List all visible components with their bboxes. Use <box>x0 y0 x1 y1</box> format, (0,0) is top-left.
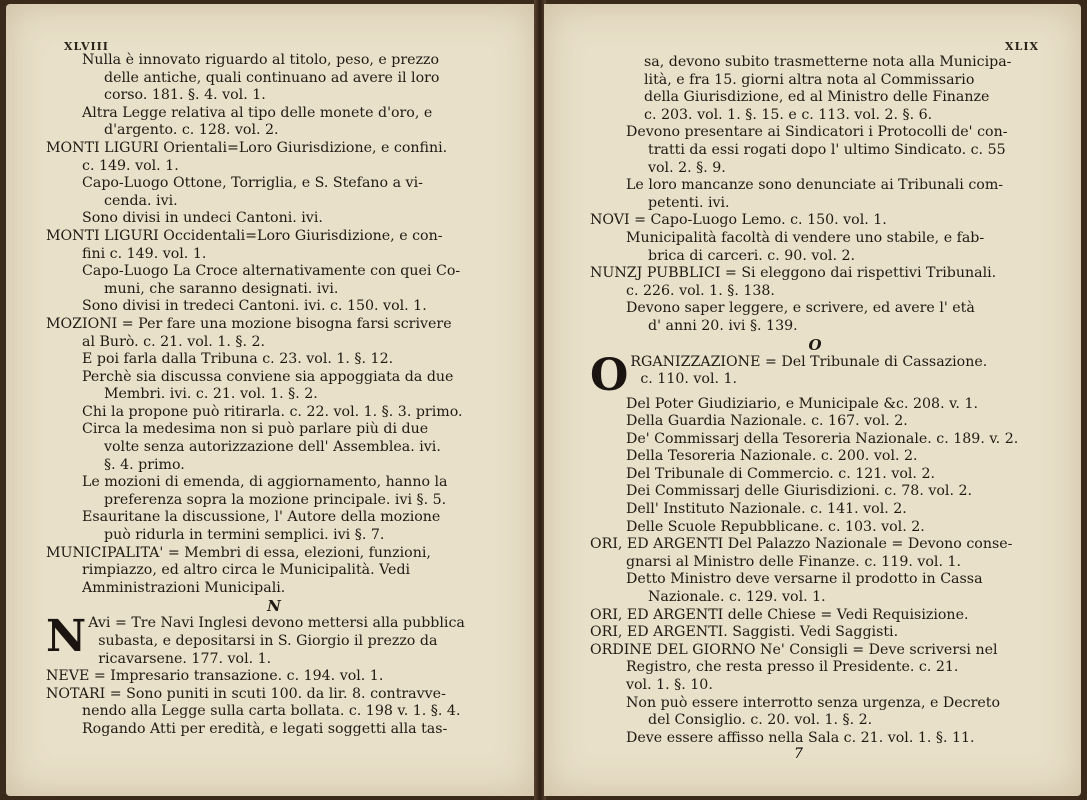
index-entry-line: corso. 181. §. 4. vol. 1. <box>104 87 266 104</box>
index-entry-line: §. 4. primo. <box>104 456 185 473</box>
index-entry-line: lità, e fra 15. giorni altra nota al Commissario <box>644 71 975 88</box>
section-letter: N <box>267 597 281 616</box>
section-letter: O <box>808 335 822 354</box>
index-entry-line: cenda. ivi. <box>104 192 178 209</box>
index-entry-line: Della Tesoreria Nazionale. c. 200. vol. 2. <box>626 448 918 465</box>
drop-cap-initial: O <box>590 349 629 401</box>
index-entry-line: vol. 1. §. 10. <box>626 677 713 693</box>
index-entry-line: Dell' Instituto Nazionale. c. 141. vol. 2. <box>626 501 907 518</box>
index-headword-line: NOTARI = Sono puniti in scuti 100. da lir. 8. contravve- <box>46 685 446 702</box>
index-entry-line: subasta, e depositarsi in S. Giorgio il prezzo da <box>98 633 438 649</box>
drop-cap-entry <box>46 611 502 668</box>
index-entry-line: petenti. ivi. <box>648 194 730 211</box>
index-entry-line: c. 203. vol. 1. §. 15. e c. 113. vol. 2. §. 6. <box>644 106 933 123</box>
index-entry-line: ricavarsene. 177. vol. 1. <box>98 650 272 667</box>
index-entry-line: Rogando Atti per eredità, e legati soggetti alla tas- <box>82 720 448 737</box>
index-entry-line: d'argento. c. 128. vol. 2. <box>104 122 279 139</box>
index-entry-line: nendo alla Legge sulla carta bollata. c. 198 v. 1. §. 4. <box>82 703 461 720</box>
index-entry-line: Capo-Luogo La Croce alternativamente con quei Co- <box>82 263 461 280</box>
index-entry-line: c. 149. vol. 1. <box>82 157 179 174</box>
index-entry-line: Dei Commissarj delle Giurisdizioni. c. 78. vol. 2. <box>626 483 972 500</box>
index-headword-line: ORI, ED ARGENTI delle Chiese = Vedi Requisizione. <box>590 606 969 623</box>
index-entry-line: Registro, che resta presso il Presidente. c. 21. <box>626 659 959 676</box>
index-entry-line: Devono saper leggere, e scrivere, ed avere l' età <box>626 300 975 317</box>
index-entry-line: Circa la medesima non si può parlare più di due <box>82 421 429 438</box>
index-entry-line: Del Poter Giudiziario, e Municipale &c. 208. v. 1. <box>626 395 978 412</box>
index-entry-line: tratti da essi rogati dopo l' ultimo Sindicato. c. 55 <box>648 141 1006 158</box>
index-entry-line: fini c. 149. vol. 1. <box>82 245 207 262</box>
index-entry-line: Nulla è innovato riguardo al titolo, peso, e prezzo <box>82 52 440 68</box>
index-entry-line: Municipalità facoltà di vendere uno stabile, e fab- <box>626 229 985 246</box>
index-entry-line: Membri. ivi. c. 21. vol. 1. §. 2. <box>104 386 318 403</box>
index-entry-line: E poi farla dalla Tribuna c. 23. vol. 1. §. 12. <box>82 351 394 368</box>
page-folio-right: XLIX <box>1005 40 1039 53</box>
drop-cap-text <box>630 354 987 389</box>
right-page <box>544 4 1081 796</box>
drop-cap-initial: N <box>46 611 87 663</box>
index-entry-line: c. 110. vol. 1. <box>640 371 738 388</box>
index-entry-line: volte senza autorizzazione dell' Assemblea. ivi. <box>104 439 441 456</box>
index-entry-line: Detto Ministro deve versarne il prodotto in Cassa <box>626 571 983 588</box>
index-entry-line: Devono presentare ai Sindicatori i Protocolli de' con- <box>626 124 1008 141</box>
index-headword-line: MOZIONI = Per fare una mozione bisogna farsi scrivere <box>46 315 452 332</box>
index-headword-line: MONTI LIGURI Orientali=Loro Giurisdizione, e confini. <box>46 139 448 156</box>
index-entry-line: c. 226. vol. 1. §. 138. <box>626 282 775 299</box>
index-entry-line: delle antiche, quali continuano ad avere il loro <box>104 69 440 86</box>
index-entry-line: De' Commissarj della Tesoreria Nazionale. c. 189. v. 2. <box>626 430 1019 447</box>
right-index-column <box>590 54 1040 747</box>
index-entry-line: Del Tribunale di Commercio. c. 121. vol. 2. <box>626 465 935 482</box>
index-entry-line: del Consiglio. c. 20. vol. 1. §. 2. <box>648 712 873 729</box>
index-entry-line: Sono divisi in undeci Cantoni. ivi. <box>82 210 323 227</box>
index-headword-line: ORDINE DEL GIORNO Ne' Consigli = Deve scriversi nel <box>590 641 998 658</box>
index-entry-line: rimpiazzo, ed altro circa le Municipalità. Vedi <box>82 562 411 579</box>
index-entry-line: Avi = Tre Navi Inglesi devono mettersi alla pubblica <box>88 615 465 632</box>
drop-cap-text <box>88 615 465 668</box>
index-entry-line: Della Guardia Nazionale. c. 167. vol. 2. <box>626 413 908 430</box>
index-entry-line: Deve essere affisso nella Sala c. 21. vol. 1. §. 11. <box>626 729 975 746</box>
index-entry-line: al Burò. c. 21. vol. 1. §. 2. <box>82 333 266 350</box>
left-index-column <box>46 52 502 739</box>
index-headword-line: MUNICIPALITA' = Membri di essa, elezioni, funzioni, <box>46 544 431 561</box>
index-entry-line: Non può essere interrotto senza urgenza, e Decreto <box>626 694 1001 711</box>
signature-mark: 7 <box>794 746 803 762</box>
index-entry-line: Nazionale. c. 129. vol. 1. <box>648 589 826 606</box>
index-headword-line: NUNZJ PUBBLICI = Si eleggono dai rispettivi Tribunali. <box>590 265 997 282</box>
index-entry-line: Le mozioni di emenda, di aggiornamento, hanno la <box>82 474 448 491</box>
index-entry-line: preferenza sopra la mozione principale. ivi §. 5. <box>104 491 447 508</box>
index-entry-line: Delle Scuole Repubblicane. c. 103. vol. 2. <box>626 518 925 535</box>
index-entry-line: Perchè sia discussa conviene sia appoggiata da due <box>82 368 454 385</box>
index-entry-line: RGANIZZAZIONE = Del Tribunale di Cassazione. <box>630 353 988 370</box>
page-folio-left: XLVIII <box>64 40 109 53</box>
index-headword-line: NOVI = Capo-Luogo Lemo. c. 150. vol. 1. <box>590 212 887 229</box>
index-entry-line: muni, che saranno designati. ivi. <box>104 280 339 297</box>
index-entry-line: d' anni 20. ivi §. 139. <box>648 317 798 334</box>
index-entry-line: può ridurla in termini semplici. ivi §. 7. <box>104 527 385 544</box>
index-headword-line: ORI, ED ARGENTI Del Palazzo Nazionale = Devono conse- <box>590 536 1013 553</box>
index-entry-line: Le loro mancanze sono denunciate ai Tribunali com- <box>626 177 1004 194</box>
index-entry-line: della Giurisdizione, ed al Ministro delle Finanze <box>644 89 990 106</box>
index-entry-line: vol. 2. §. 9. <box>648 159 726 176</box>
index-headword-line: NEVE = Impresario transazione. c. 194. vol. 1. <box>46 668 384 685</box>
drop-cap-entry <box>590 349 1040 401</box>
index-entry-line: Sono divisi in tredeci Cantoni. ivi. c. 150. vol. 1. <box>82 298 427 315</box>
index-headword-line: ORI, ED ARGENTI. Saggisti. Vedi Saggisti. <box>590 624 899 641</box>
index-entry-line: Chi la propone può ritirarla. c. 22. vol. 1. §. 3. primo. <box>82 403 463 420</box>
index-entry-line: gnarsi al Ministro delle Finanze. c. 119. vol. 1. <box>626 553 962 570</box>
index-entry-line: sa, devono subito trasmetterne nota alla Municipa- <box>644 54 1012 70</box>
index-entry-line: Capo-Luogo Ottone, Torriglia, e S. Stefano a vi- <box>82 175 423 192</box>
index-entry-line: brica di carceri. c. 90. vol. 2. <box>648 247 856 264</box>
index-entry-line: Amministrazioni Municipali. <box>82 579 286 596</box>
index-headword-line: MONTI LIGURI Occidentali=Loro Giurisdizione, e con- <box>46 227 443 244</box>
index-entry-line: Altra Legge relativa al tipo delle monete d'oro, e <box>82 104 433 121</box>
index-entry-line: Esauritane la discussione, l' Autore della mozione <box>82 509 441 526</box>
left-page <box>6 4 536 796</box>
